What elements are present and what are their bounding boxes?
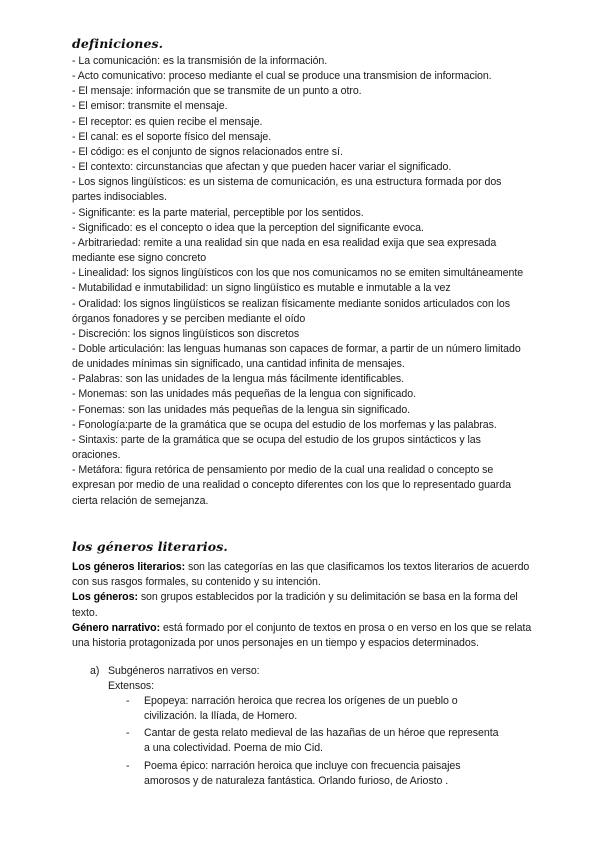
list-item: - Los signos lingüísticos: es un sistema de comunicación, es una estructura formada por dos partes indisociables. [72, 176, 502, 204]
definitions-list [72, 54, 532, 509]
list-item [126, 694, 506, 724]
list-item: - Arbitrariedad: remite a una realidad sin que nada en esa realidad exija que sea expresada mediante ese signo concreto [72, 236, 497, 265]
dash-bullet: - [126, 695, 130, 707]
list-item: - Linealidad: los signos lingüísticos con los que nos comunicamos no se emiten simultáneamente [72, 267, 524, 280]
list-item: - La comunicación: es la transmisión de la información. [72, 55, 328, 67]
list-item: - El canal: es el soporte físico del mensaje. [72, 130, 272, 143]
definition-term: Género narrativo: [72, 621, 161, 634]
list-item: - Palabras: son las unidades de la lengua más fácilmente identificables. [72, 373, 405, 386]
list-item: - Significado: es el concepto o idea que la perception del significante evoca. [72, 221, 424, 234]
list-item: - Significante: es la parte material, perceptible por los sentidos. [72, 206, 364, 219]
definition-paragraph [72, 590, 534, 620]
definition-term: Los géneros: [72, 591, 138, 604]
list-item: - Oralidad: los signos lingüísticos se realizan físicamente mediante sonidos articulados con los órganos fonadores y se perciben mediante el oído [72, 297, 511, 325]
list-item: - Monemas: son las unidades más pequeñas de la lengua con significado. [72, 388, 416, 401]
list-item: - Fonemas: son las unidades más pequeñas de la lengua sin significado. [72, 403, 411, 416]
list-item: - El receptor: es quien recibe el mensaje. [72, 115, 263, 128]
subgenre-label: Subgéneros narrativos en verso: [108, 665, 260, 677]
bullet-text: Cantar de gesta relato medieval de las hazañas de un héroe que representa a una colectividad. Poema de mio Cid. [144, 727, 499, 755]
list-item: - Sintaxis: parte de la gramática que se ocupa del estudio de los grupos sintácticos y las oraciones. [72, 433, 481, 462]
section-heading-definiciones: definiciones. [72, 36, 164, 51]
list-item [126, 726, 506, 756]
list-item: - Discreción: los signos lingüísticos son discretos [72, 327, 300, 340]
extensos-label: Extensos: [108, 680, 155, 692]
list-item: - Metáfora: figura retórica de pensamiento por medio de la cual una realidad o concepto se expresan por medio de una realidad o concepto diferentes con los que lo representado guarda cierta relación de semejanza. [72, 464, 511, 507]
bullet-text: Poema épico: narración heroica que incluye con frecuencia paisajes amorosos y de naturaleza fantástica. Orlando furioso, de Ariosto . [144, 759, 461, 787]
list-item [126, 759, 506, 789]
definition-text: está formado por el conjunto de textos en prosa o en verso en los que se relata una historia protagonizada por unos personajes en un tiempo y espacios determinados. [72, 621, 532, 650]
bullet-text: Epopeya: narración heroica que recrea los orígenes de un pueblo o civilización. la Ilíada, de Homero. [144, 695, 458, 723]
definition-paragraph [72, 621, 534, 651]
definition-paragraph [72, 560, 534, 590]
list-marker: a) [90, 665, 100, 677]
genre-definitions [72, 560, 534, 651]
list-item: - El contexto: circunstancias que afectan y que pueden hacer variar el significado. [72, 161, 452, 174]
list-item: - Doble articulación: las lenguas humanas son capaces de formar, a partir de un número limitado de unidades mínimas sin significado, una cantidad infinita de mensajes. [72, 342, 521, 371]
dash-bullet: - [126, 759, 130, 772]
definition-text: son grupos establecidos por la tradición y su delimitación se basa en la forma del texto. [72, 591, 518, 619]
list-item: - Acto comunicativo: proceso mediante el cual se produce una transmision de informacion. [72, 70, 492, 83]
list-item: - Fonología:parte de la gramática que se ocupa del estudio de los morfemas y las palabras. [72, 418, 497, 431]
list-item: - El mensaje: información que se transmite de un punto a otro. [72, 85, 362, 98]
list-item: - El código: es el conjunto de signos relacionados entre sí. [72, 145, 343, 158]
section-heading-generos: los géneros literarios. [72, 539, 228, 554]
dash-bullet: - [126, 727, 130, 740]
list-item: - El emisor: transmite el mensaje. [72, 100, 228, 113]
list-item: - Mutabilidad e inmutabilidad: un signo lingüístico es mutable e inmutable a la vez [72, 282, 451, 295]
subgenre-bullets [126, 694, 506, 791]
definition-text: son las categorías en las que clasificamos los textos literarios de acuerdo con sus rasgos formales, su contenido y su intención. [72, 561, 530, 589]
definition-term: Los géneros literarios: [72, 561, 186, 573]
subgenre-heading [90, 664, 260, 679]
